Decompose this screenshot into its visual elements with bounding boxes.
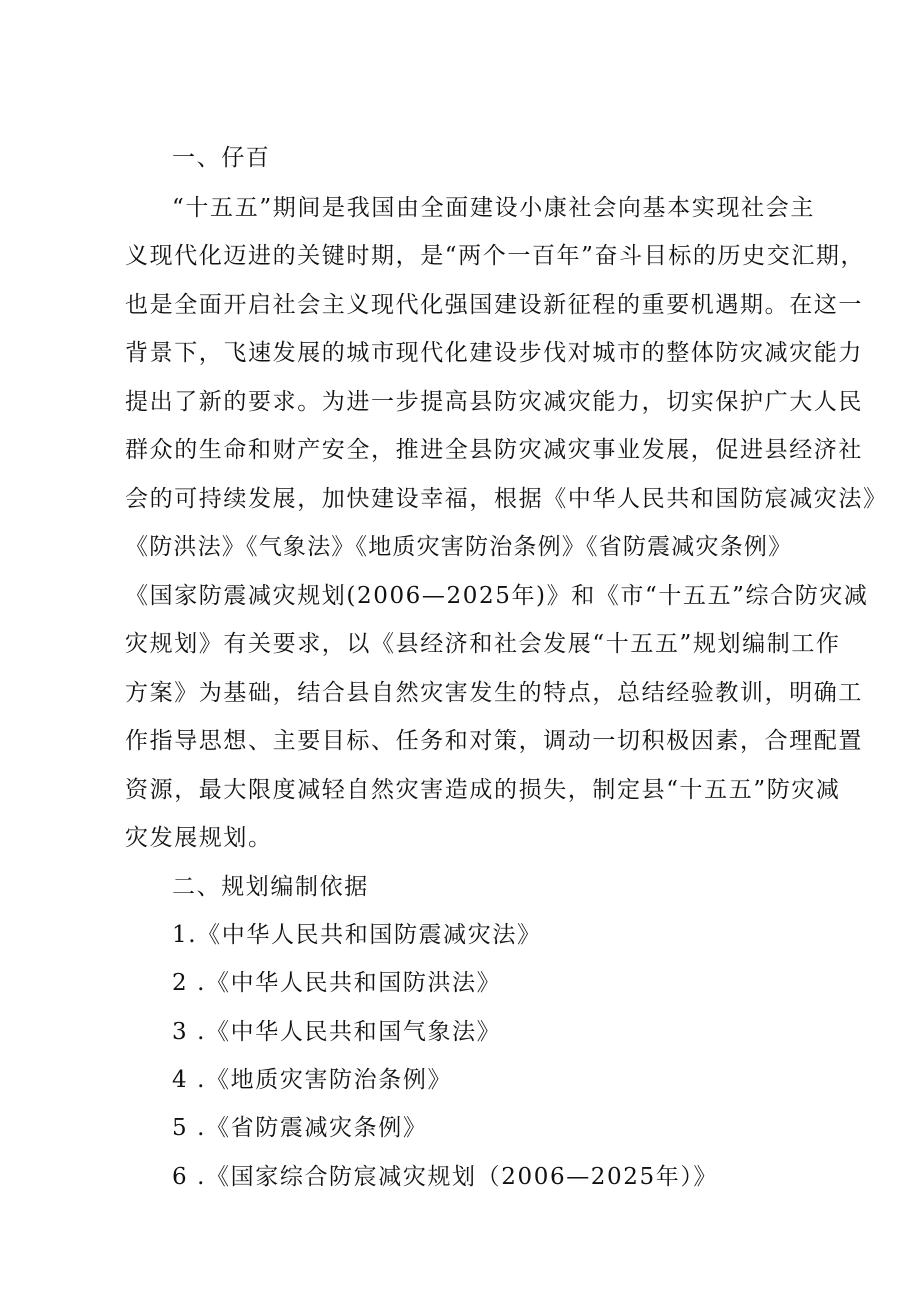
basis-list-item: 5 .《省防震减灾条例》 (172, 1115, 428, 1141)
basis-list-item: 4 .《地质灾害防治条例》 (172, 1067, 453, 1093)
basis-list-item: 3 .《中华人民共和国气象法》 (172, 1019, 502, 1045)
paragraph-line: 义现代化迈进的关键时期，是“两个一百年”奋斗目标的历史交汇期， (125, 243, 866, 269)
paragraph-line: 背景下，飞速发展的城市现代化建设步伐对城市的整体防灾减灾能力 (125, 340, 863, 366)
paragraph-line: 群众的生命和财产安全，推进全县防灾减灾事业发展，促进县经济社 (125, 437, 863, 463)
paragraph-line: 会的可持续发展，加快建设幸福，根据《中华人民共和国防宸减灾法》 (125, 486, 888, 512)
paragraph-line: 也是全面开启社会主义现代化强国建设新征程的重要机遇期。在这一 (125, 292, 863, 318)
paragraph-line: 作指导思想、主要目标、任务和对策，调动一切积极因素，合理配置 (125, 728, 863, 754)
basis-list-item: 2 .《中华人民共和国防洪法》 (172, 970, 502, 996)
paragraph-line: 提出了新的要求。为进一步提高县防灾减灾能力，切实保护广大人民 (125, 389, 863, 415)
paragraph-line: 《国家防震减灾规划(2006—2025年)》和《市“十五五”综合防灾减 (125, 583, 869, 609)
paragraph-line: “十五五”期间是我国由全面建设小康社会向基本实现社会主 (172, 195, 815, 221)
paragraph-line: 资源，最大限度减轻自然灾害造成的损失，制定县“十五五”防灾减 (125, 777, 841, 803)
paragraph-line: 灾发展规划。 (125, 825, 273, 851)
basis-list-item: 1.《中华人民共和国防震减灾法》 (172, 922, 542, 948)
paragraph-line: 灾规划》有关要求，以《县经济和社会发展“十五五”规划编制工作 (125, 631, 841, 657)
section-heading-1: 一、仔百 (172, 145, 271, 171)
paragraph-line: 方案》为基础，结合县自然灾害发生的特点，总结经验教训，明确工 (125, 680, 863, 706)
basis-list-item: 6 .《国家综合防宸减灾规划（2006—2025年）》 (172, 1164, 719, 1190)
paragraph-line: 《防洪法》《气象法》《地质灾害防治条例》《省防震减灾条例》 (125, 534, 793, 560)
section-heading-2: 二、规划编制依据 (172, 874, 369, 900)
